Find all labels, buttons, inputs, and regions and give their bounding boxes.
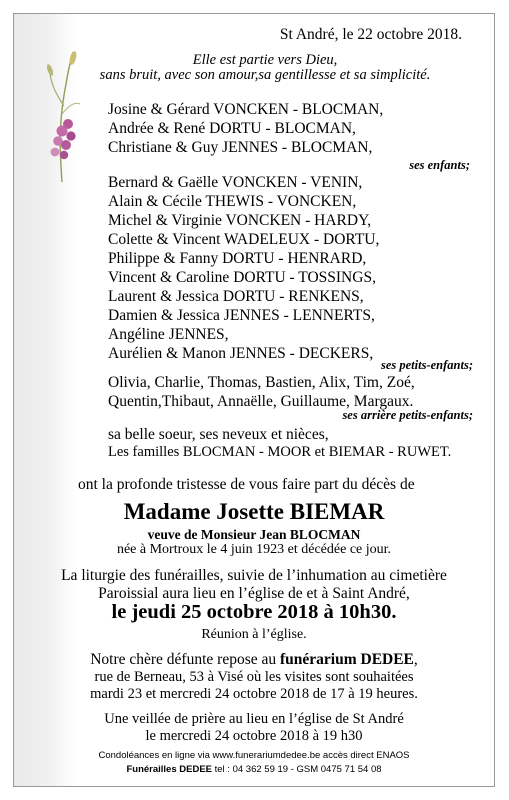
great-grandchildren-line: Olivia, Charlie, Thomas, Bastien, Alix, Tim, Zoé, [108,374,415,391]
meeting-place: Réunion à l’église. [201,627,307,642]
grandchild-name: Bernard & Gaëlle VONCKEN - VENIN, [108,174,363,191]
vigil-line-1: Une veillée de prière au lieu en l’église de St André [104,711,404,727]
funeral-datetime: le jeudi 25 octobre 2018 à 10h30. [111,601,397,623]
grandchild-name: Laurent & Jessica DORTU - RENKENS, [108,288,364,305]
visitation-line-3: mardi 23 et mercredi 24 octobre 2018 de 17 à 19 heures. [90,686,418,702]
funeral-line-2: Paroissial aura lieu en l’église de et à Saint André, [98,585,410,602]
visitation-line-1 [90,651,418,669]
flower-illustration [40,44,84,184]
families-line: Les familles BLOCMAN - MOOR et BIEMAR - RUWET. [108,444,452,460]
funeral-line-1: La liturgie des funérailles, suivie de l’inhumation au cimetière [61,567,447,584]
contact-phones: tel : 04 362 59 19 - GSM 0475 71 54 08 [211,764,382,775]
intro-line-2: sans bruit, avec son amour,sa gentillesse et sa simplicité. [99,67,431,83]
children-label: ses enfants; [409,158,470,172]
date-place: St André, le 22 octobre 2018. [279,26,462,43]
great-grandchildren-line: Quentin,Thibaut, Annaëlle, Guillaume, Margaux. [108,393,414,410]
grandchild-name: Philippe & Fanny DORTU - HENRARD, [108,250,367,267]
grandchild-name: Damien & Jessica JENNES - LENNERTS, [108,307,375,324]
intro-line-1: Elle est partie vers Dieu, [192,52,338,68]
relatives-line: sa belle soeur, ses neveux et nièces, [108,426,329,443]
birth-death: née à Mortroux le 4 juin 1923 et décédée ce jour. [116,542,392,557]
vigil-line-2: le mercredi 24 octobre 2018 à 19 h30 [145,728,363,744]
child-name: Christiane & Guy JENNES - BLOCMAN, [108,139,373,156]
grandchild-name: Aurélien & Manon JENNES - DECKERS, [108,345,374,362]
grandchild-name: Angéline JENNES, [108,326,229,343]
condolences-note: Condoléances en ligne via www.funerariumdedee.be accès direct ENAOS [98,750,410,761]
grandchild-name: Alain & Cécile THEWIS - VONCKEN, [108,193,357,210]
visitation-prefix: Notre chère défunte repose au [90,651,280,668]
child-name: Andrée & René DORTU - BLOCMAN, [108,120,356,137]
grandchild-name: Vincent & Caroline DORTU - TOSSINGS, [108,269,376,286]
funeral-home-contact [126,764,381,775]
child-name: Josine & Gérard VONCKEN - BLOCMAN, [108,101,384,118]
grandchildren-label: ses petits-enfants; [380,358,473,372]
grandchild-name: Michel & Virginie VONCKEN - HARDY, [108,212,372,229]
widow-of: veuve de Monsieur Jean BLOCMAN [147,527,361,542]
funeral-home-label: Funérailles DEDEE [126,764,212,775]
announcement: ont la profonde tristesse de vous faire part du décès de [78,476,415,493]
deceased-name: Madame Josette BIEMAR [123,499,385,524]
visitation-line-2: rue de Berneau, 53 à Visé où les visites sont souhaitées [94,669,414,685]
grandchild-name: Colette & Vincent WADELEUX - DORTU, [108,231,380,248]
visitation-suffix: , [413,651,418,668]
funeral-home-name: funérarium DEDEE [279,651,414,668]
great-grandchildren-label: ses arrière petits-enfants; [342,408,473,422]
